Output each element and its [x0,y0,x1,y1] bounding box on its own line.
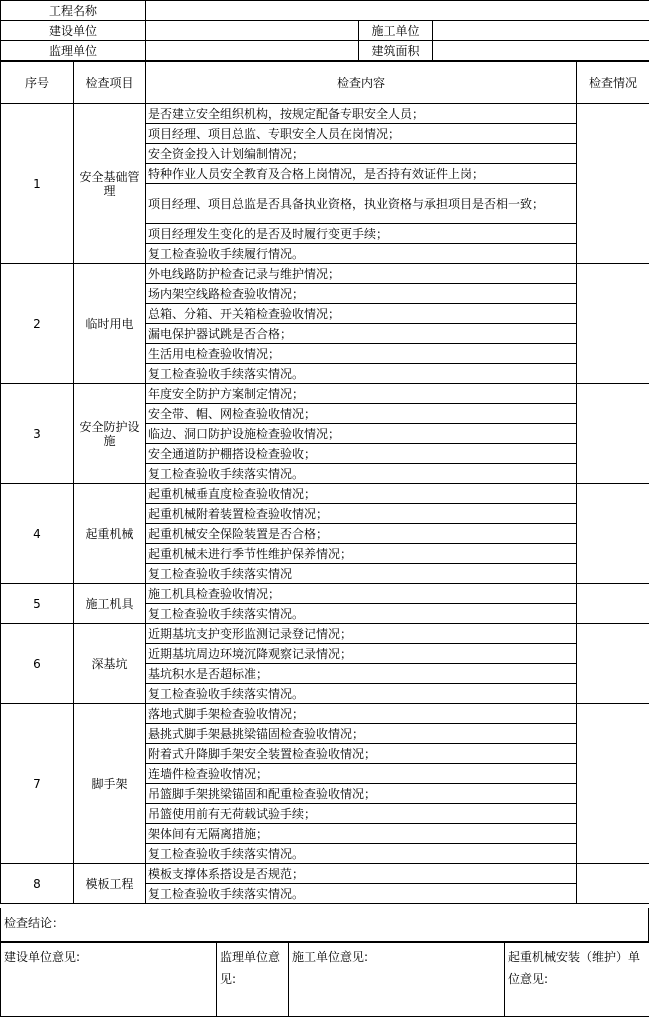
column-header-row [1,62,649,104]
check-item: 起重机械附着装置检查验收情况； [146,504,577,524]
check-item: 施工机具检查验收情况； [146,584,577,604]
building-area-field[interactable] [433,41,649,61]
check-item: 安全通道防护棚搭设检查验收； [146,444,577,464]
check-item: 吊篮脚手架挑梁锚固和配重检查验收情况； [146,784,577,804]
table-row [1,104,649,124]
column-header-result: 检查情况 [577,62,649,104]
check-item: 生活用电检查验收情况； [146,344,577,364]
builder-unit-field[interactable] [433,21,649,41]
result-field[interactable] [577,704,649,864]
check-item: 吊篮使用前有无荷载试验手续； [146,804,577,824]
row-seq-number: 3 [1,384,74,484]
construction-unit-field[interactable] [146,21,359,41]
crane-opinion-field[interactable] [505,943,649,1017]
check-item: 项目经理、项目总监、专职安全人员在岗情况； [146,124,577,144]
header-row-supervision [1,41,649,61]
column-header-category: 检查项目 [74,62,146,104]
check-item: 复工检查验收手续落实情况。 [146,844,577,864]
check-item: 安全带、帽、网检查验收情况； [146,404,577,424]
check-item: 复工检查验收手续落实情况 [146,564,577,584]
owner-opinion-label: 建设单位意见: [4,950,80,964]
check-item: 复工检查验收手续落实情况。 [146,884,577,904]
table-row [1,484,649,504]
table-row [1,584,649,604]
check-item: 悬挑式脚手架悬挑梁锚固检查验收情况； [146,724,577,744]
result-field[interactable] [577,484,649,584]
check-item: 外电线路防护检查记录与维护情况； [146,264,577,284]
check-item: 复工检查验收手续落实情况。 [146,604,577,624]
row-category: 深基坑 [74,624,146,704]
row-seq-number: 2 [1,264,74,384]
header-row-project [1,1,649,21]
check-item: 模板支撑体系搭设是否规范； [146,864,577,884]
row-seq-number: 7 [1,704,74,864]
column-header-seq: 序号 [1,62,74,104]
builder-unit-label: 施工单位 [359,21,433,41]
result-field[interactable] [577,384,649,484]
row-category: 起重机械 [74,484,146,584]
check-item: 近期基坑支护变形监测记录登记情况； [146,624,577,644]
check-item: 起重机械安全保险装置是否合格； [146,524,577,544]
supervisor-opinion-field[interactable] [217,943,289,1017]
check-item: 漏电保护器试跳是否合格； [146,324,577,344]
construction-unit-label: 建设单位 [1,21,146,41]
opinions-row [1,943,649,1017]
row-category: 模板工程 [74,864,146,904]
supervision-unit-label: 监理单位 [1,41,146,61]
check-item: 年度安全防护方案制定情况； [146,384,577,404]
row-seq-number: 1 [1,104,74,264]
check-item: 附着式升降脚手架安全装置检查验收情况； [146,744,577,764]
check-item: 安全资金投入计划编制情况； [146,144,577,164]
check-item: 是否建立安全组织机构，按规定配备专职安全人员； [146,104,577,124]
check-item: 架体间有无隔离措施； [146,824,577,844]
supervisor-opinion-label: 监理单位意见: [220,950,280,986]
contractor-opinion-label: 施工单位意见: [292,950,368,964]
check-item: 复工检查验收手续履行情况。 [146,244,577,264]
row-seq-number: 6 [1,624,74,704]
project-name-field[interactable] [146,1,649,21]
table-row [1,704,649,724]
check-item: 基坑积水是否超标准； [146,664,577,684]
check-item: 项目经理、项目总监是否具备执业资格，执业资格与承担项目是否相一致； [146,184,577,224]
result-field[interactable] [577,624,649,704]
check-item: 临边、洞口防护设施检查验收情况； [146,424,577,444]
table-row [1,384,649,404]
header-row-units [1,21,649,41]
check-item: 连墙件检查验收情况； [146,764,577,784]
row-category: 安全基础管理 [74,104,146,264]
column-header-content: 检查内容 [146,62,577,104]
row-category: 临时用电 [74,264,146,384]
header-table [0,0,649,61]
table-row [1,624,649,644]
opinions-table [0,942,649,1017]
project-name-label: 工程名称 [1,1,146,21]
conclusion-label: 检查结论： [4,916,64,930]
check-item: 复工检查验收手续落实情况。 [146,364,577,384]
check-item: 起重机械未进行季节性维护保养情况； [146,544,577,564]
result-field[interactable] [577,864,649,904]
row-category: 脚手架 [74,704,146,864]
building-area-label: 建筑面积 [359,41,433,61]
crane-opinion-label: 起重机械安装（维护）单位意见: [508,950,640,986]
table-row [1,264,649,284]
check-item: 起重机械垂直度检查验收情况； [146,484,577,504]
row-seq-number: 5 [1,584,74,624]
check-item: 总箱、分箱、开关箱检查验收情况； [146,304,577,324]
table-row [1,864,649,884]
result-field[interactable] [577,584,649,624]
supervision-unit-field[interactable] [146,41,359,61]
row-seq-number: 8 [1,864,74,904]
conclusion-field[interactable] [0,908,649,942]
row-category: 安全防护设施 [74,384,146,484]
check-item: 落地式脚手架检查验收情况； [146,704,577,724]
result-field[interactable] [577,264,649,384]
check-item: 特种作业人员安全教育及合格上岗情况，是否持有效证件上岗； [146,164,577,184]
contractor-opinion-field[interactable] [289,943,505,1017]
inspection-table [0,61,649,904]
owner-opinion-field[interactable] [1,943,217,1017]
check-item: 复工检查验收手续落实情况。 [146,464,577,484]
check-item: 近期基坑周边环境沉降观察记录情况； [146,644,577,664]
row-seq-number: 4 [1,484,74,584]
check-item: 复工检查验收手续落实情况。 [146,684,577,704]
row-category: 施工机具 [74,584,146,624]
check-item: 项目经理发生变化的是否及时履行变更手续； [146,224,577,244]
check-item: 场内架空线路检查验收情况； [146,284,577,304]
result-field[interactable] [577,104,649,264]
